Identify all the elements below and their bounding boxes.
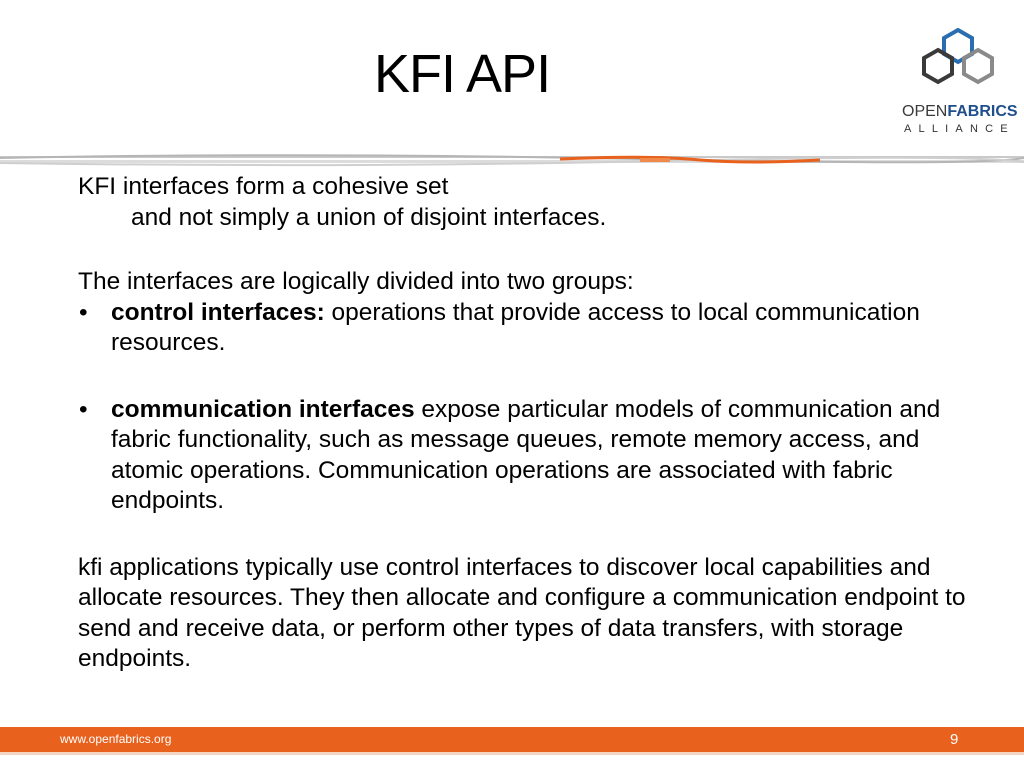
bullet-dot: • bbox=[79, 395, 88, 423]
footer-url: www.openfabrics.org bbox=[60, 732, 172, 746]
intro-line-1: KFI interfaces form a cohesive set bbox=[78, 173, 449, 200]
header-divider bbox=[0, 150, 1024, 172]
hexagon-logo-icon bbox=[912, 28, 1008, 102]
slide-body bbox=[78, 172, 998, 675]
slide-title: KFI API bbox=[374, 44, 551, 104]
bullet-term: control interfaces: bbox=[111, 298, 325, 326]
groups-intro: The interfaces are logically divided into two groups: bbox=[78, 268, 634, 295]
bullet-control-interfaces bbox=[78, 298, 998, 359]
bullet-description: operations that provide access to local communication resources. bbox=[111, 298, 920, 356]
page-number: 9 bbox=[950, 731, 959, 748]
intro-line-2: and not simply a union of disjoint interfaces. bbox=[131, 203, 607, 231]
bullet-communication-interfaces bbox=[78, 395, 998, 517]
footer-underline bbox=[0, 752, 1024, 755]
logo-subtitle: ALLIANCE bbox=[904, 123, 1015, 135]
bullet-term: communication interfaces bbox=[111, 395, 415, 423]
bullet-description: expose particular models of communication and fabric functionality, such as message queues, remote memory access, and atomic operations. Communication operations are associated with fabric endpoints. bbox=[111, 395, 941, 514]
logo-wordmark: OPENFABRICS bbox=[902, 103, 1018, 120]
applications-paragraph: kfi applications typically use control interfaces to discover local capabilities and allocate resources. They then allocate and configure a communication endpoint to send and receive data, or perform other types of data transfers, with storage endpoints. bbox=[78, 553, 966, 672]
openfabrics-logo bbox=[900, 28, 1020, 140]
bullet-dot: • bbox=[79, 298, 88, 326]
footer-bar bbox=[0, 727, 1024, 752]
